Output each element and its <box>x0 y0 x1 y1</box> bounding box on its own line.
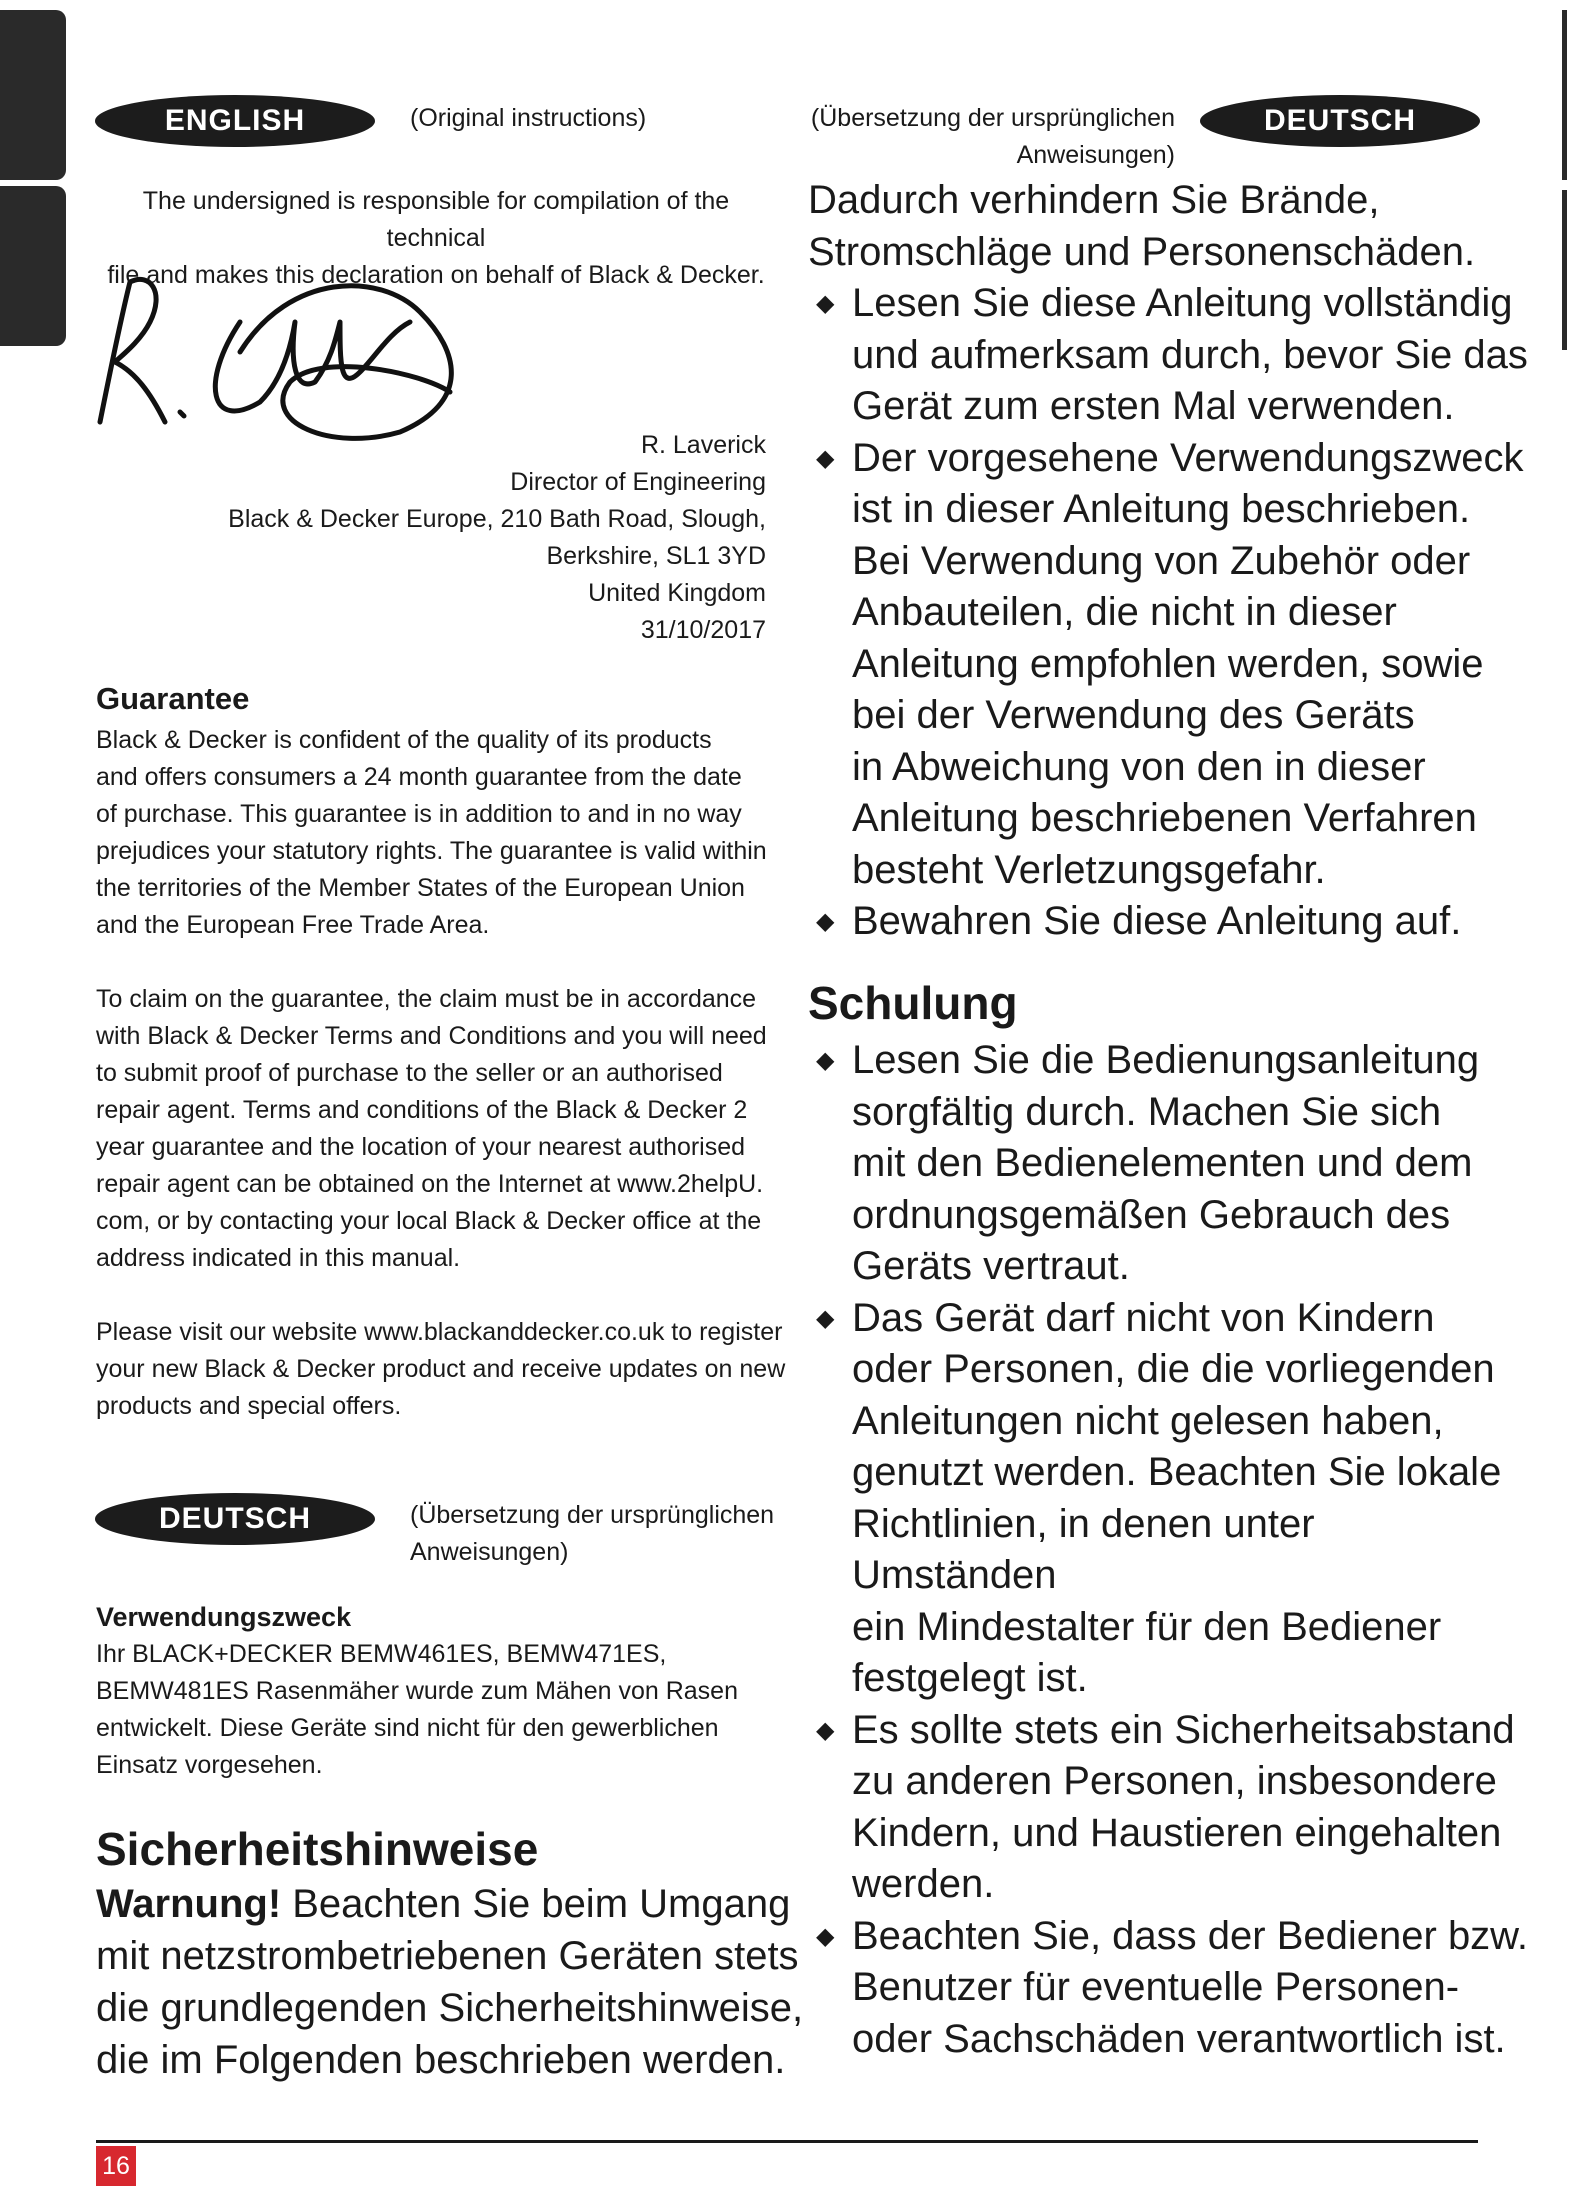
list-item: ◆ Beachten Sie, dass der Bediener bzw. Benutzer für eventuelle Personen- oder Sachschäden verantwortlich ist. <box>808 1911 1528 2066</box>
signature-graphic <box>90 262 530 452</box>
declaration-line: The undersigned is responsible for compilation of the technical <box>142 187 730 252</box>
footer-rule <box>96 2140 1478 2143</box>
list-item: ◆ Der vorgesehene Verwendungszweck ist in dieser Anleitung beschrieben. Bei Verwendung von Zubehör oder Anbauteilen, die nicht in dieser Anleitung empfohlen werden, sowie bei der Verwendung des Geräts in Abweichung von den in dieser Anleitung beschriebenen Verfahren besteht Verletzungsgefahr. <box>808 433 1528 897</box>
lang-badge-deutsch-right <box>1200 95 1480 147</box>
signatory-date: 31/10/2017 <box>640 616 766 644</box>
lang-badge-english <box>95 95 375 147</box>
lang-badge-english-label: ENGLISH <box>164 104 306 137</box>
list-item: ◆ Lesen Sie die Bedienungsanleitung sorgfältig durch. Machen Sie sich mit den Bedienelementen und dem ordnungsgemäßen Gebrauch des Geräts vertraut. <box>808 1035 1528 1293</box>
diamond-bullet-icon: ◆ <box>816 1304 835 1332</box>
signatory-block <box>228 427 766 649</box>
page-number-label: 16 <box>102 2151 130 2180</box>
edge-mark-right-1 <box>1562 10 1567 180</box>
translation-note-left: (Übersetzung der ursprünglichen Anweisungen) <box>410 1501 775 1566</box>
website-paragraph: Please visit our website www.blackanddecker.co.uk to register your new Black & Decker product and receive updates on new products and special offers. <box>96 1318 786 1420</box>
edge-tab-bottom <box>0 186 66 346</box>
list-item: ◆ Lesen Sie diese Anleitung vollständig und aufmerksam durch, bevor Sie das Gerät zum ersten Mal verwenden. <box>808 278 1528 433</box>
edge-tab-top <box>0 10 66 180</box>
safety-title: Sicherheitshinweise <box>96 1823 539 1875</box>
original-instructions-note: (Original instructions) <box>410 104 647 132</box>
warning-paragraph: Warnung! Beachten Sie beim Umgang mit netzstrombetriebenen Geräten stets die grundlegenden Sicherheitshinweise, die im Folgenden beschrieben werden. <box>96 1882 804 2082</box>
declaration-line: file and makes this declaration on behalf of Black & Decker. <box>107 261 765 289</box>
diamond-bullet-icon: ◆ <box>816 444 835 472</box>
edge-mark-right-2 <box>1562 190 1567 350</box>
intro-paragraph: Dadurch verhindern Sie Brände, Stromschläge und Personenschäden. <box>808 178 1476 274</box>
use-title: Verwendungszweck <box>96 1602 352 1632</box>
bullet-list-general <box>808 278 1528 948</box>
translation-note-right: (Übersetzung der ursprünglichen Anweisungen) <box>810 104 1175 169</box>
use-paragraph: Ihr BLACK+DECKER BEMW461ES, BEMW471ES, BEMW481ES Rasenmäher wurde zum Mähen von Rasen entwickelt. Diese Geräte sind nicht für den gewerblichen Einsatz vorgesehen. <box>96 1640 738 1779</box>
guarantee-paragraph: Black & Decker is confident of the quality of its products and offers consumers a 24 month guarantee from the date of purchase. This guarantee is in addition to and in no way prejudices your statutory rights. The guarantee is valid within the territories of the Member States of the European Union and the European Free Trade Area. <box>96 726 767 939</box>
signatory-title: Director of Engineering <box>510 468 766 496</box>
list-item: ◆ Es sollte stets ein Sicherheitsabstand zu anderen Personen, insbesondere Kindern, und Haustieren eingehalten werden. <box>808 1705 1528 1911</box>
schulung-title: Schulung <box>808 977 1018 1029</box>
signatory-name: R. Laverick <box>640 431 766 459</box>
signatory-country: United Kingdom <box>588 579 766 607</box>
lang-badge-deutsch-label: DEUTSCH <box>158 1502 311 1535</box>
diamond-bullet-icon: ◆ <box>816 908 835 935</box>
signatory-address-line: Black & Decker Europe, 210 Bath Road, Slough, <box>228 505 766 533</box>
lang-badge-deutsch-left <box>95 1493 375 1545</box>
diamond-bullet-icon: ◆ <box>816 1922 835 1950</box>
page-number <box>96 2146 136 2186</box>
diamond-bullet-icon: ◆ <box>816 290 835 317</box>
guarantee-claim-paragraph: To claim on the guarantee, the claim must be in accordance with Black & Decker Terms and Conditions and you will need to submit proof of purchase to the seller or an authorised repair agent. Terms and conditions of the Black & Decker 2 year guarantee and the location of your nearest authorised repair agent can be obtained on the Internet at www.2helpU. com, or by contacting your local Black & Decker office at the address indicated in this manual. <box>96 985 767 1272</box>
signatory-address-line: Berkshire, SL1 3YD <box>546 542 766 570</box>
warning-label: Warnung! <box>96 1882 282 1926</box>
list-item: ◆ Bewahren Sie diese Anleitung auf. <box>808 896 1528 948</box>
lang-badge-deutsch-right-label: DEUTSCH <box>1263 104 1416 137</box>
diamond-bullet-icon: ◆ <box>816 1716 835 1744</box>
list-item: ◆ Das Gerät darf nicht von Kindern oder Personen, die die vorliegenden Anleitungen nicht gelesen haben, genutzt werden. Beachten Sie lokale Richtlinien, in denen unter Umständen ein Mindestalter für den Bediener festgelegt ist. <box>808 1293 1528 1705</box>
guarantee-title: Guarantee <box>96 681 250 716</box>
bullet-list-training <box>808 1035 1528 2065</box>
diamond-bullet-icon: ◆ <box>816 1047 835 1074</box>
